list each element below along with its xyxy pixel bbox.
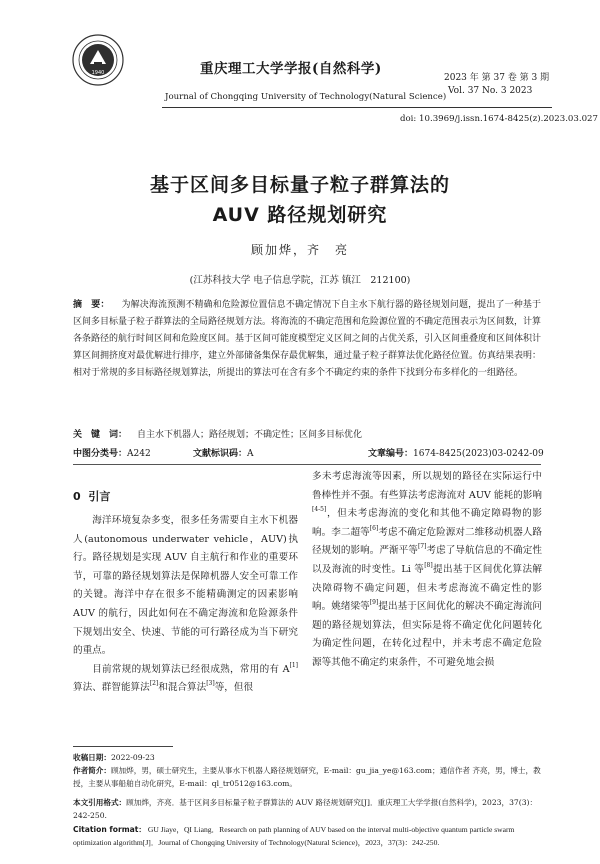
footnote-divider xyxy=(73,746,173,747)
journal-title-en: Journal of Chongqing University of Technology(Natural Science) xyxy=(165,92,447,102)
text-run: 多未考虑海流等因素，所以规划的路径在实际运行中鲁棒性并不强。有些算法考虑海流对 AUV 能耗的影响 xyxy=(312,471,542,501)
document-code xyxy=(193,446,254,459)
paragraph xyxy=(73,661,298,698)
journal-title-cn: 重庆理工大学学报(自然科学) xyxy=(200,61,382,77)
citation-en-label: Citation format： xyxy=(73,825,146,834)
keywords-text: 自主水下机器人；路径规划；不确定性；区间多目标优化 xyxy=(137,430,363,440)
article-title-line2: AUV 路径规划研究 xyxy=(212,204,388,226)
section-title: 引言 xyxy=(88,490,111,503)
id-label: 文章编号： xyxy=(368,449,414,459)
keywords xyxy=(73,427,541,440)
logo-year: 1940 xyxy=(91,70,105,76)
article-id xyxy=(368,446,544,459)
abstract-label: 摘 要： xyxy=(73,300,110,310)
issue-cn: 2023 年 第 37 卷 第 3 期 xyxy=(444,73,550,83)
clc-number xyxy=(73,446,151,459)
authors: 顾加烨，齐 亮 xyxy=(250,243,349,257)
received-date xyxy=(73,752,548,765)
university-logo xyxy=(72,34,124,86)
abstract-divider xyxy=(73,464,541,465)
citation-cn-text: 顾加烨，齐亮．基于区间多目标量子粒子群算法的 AUV 路径规划研究[J]．重庆理工大学学报(自然科学)，2023，37(3)：242-250. xyxy=(73,798,538,820)
text-run: 提出基于区间优化算法解决障碍物不确定问题，但未考虑海流不确定性的影响。姚绪梁等 xyxy=(312,563,542,613)
section-number: 0 xyxy=(73,490,81,503)
code-value: A xyxy=(247,449,254,459)
text-run: 目前常规的规划算法已经很成熟，常用的有 A xyxy=(92,663,290,675)
abstract xyxy=(73,297,541,382)
citation[interactable]: [8] xyxy=(424,561,433,569)
citation[interactable]: [6] xyxy=(369,524,379,532)
article-title-line1: 基于区间多目标量子粒子群算法的 xyxy=(149,174,450,196)
text-run: 提出基于区间优化的解决不确定海流问题的路径规划算法，但实际是将不确定优化问题转化为确定性问题，在转化过程中，并未考虑不确定危险源等其他不确定约束条件，不可避免地会损 xyxy=(312,601,543,668)
citation[interactable]: [4-5] xyxy=(312,506,327,514)
received-value: 2022-09-23 xyxy=(110,753,155,762)
citation[interactable]: [9] xyxy=(369,599,379,607)
citation[interactable]: [2] xyxy=(149,680,159,688)
paragraph: 海洋环境复杂多变，很多任务需要自主水下机器人(autonomous underwater vehicle，AUV)执行。路径规划是实现 AUV 自主航行和作业的重要环节，可靠的路径规划算法是保障机器人安全可靠工作的关键。海洋中存在很多不能精确测定的因素影响 AUV 的航行，因此如何在不确定海流和危险源条件下规划出安全、快速、节能的可行路径成为当下研究的重点。 xyxy=(73,515,298,657)
body-right-column xyxy=(312,468,542,673)
text-run: 等，但很 xyxy=(214,682,254,694)
doi[interactable]: doi: 10.3969/j.issn.1674-8425(z).2023.03.027 xyxy=(400,114,598,124)
received-label: 收稿日期： xyxy=(73,753,111,762)
header-divider xyxy=(162,107,552,108)
section-heading xyxy=(73,488,110,504)
author-bio-text: 顾加烨，男，硕士研究生，主要从事水下机器人路径规划研究，E-mail：gu_jia_ye@163.com；通信作者 齐亮，男，博士，教授，主要从事船舶自动化研究，E-mail：ql_tr0512@163.com。 xyxy=(73,766,541,788)
citation[interactable]: [7] xyxy=(417,543,427,551)
clc-value: A242 xyxy=(127,449,151,459)
text-run: 和混合算法 xyxy=(158,682,207,694)
citation[interactable]: [1] xyxy=(289,661,298,669)
code-label: 文献标识码： xyxy=(193,449,248,459)
citation-en xyxy=(73,824,548,849)
text-run: 算法 xyxy=(73,682,93,694)
clc-label: 中图分类号： xyxy=(73,449,128,459)
citation[interactable]: [3] xyxy=(206,680,215,688)
text-run: ，但未考虑海流的变化和其他不确定障碍物的影响。李二超等 xyxy=(312,508,542,538)
body-left-column xyxy=(73,512,298,698)
text-run: 考虑不确定危险源对二维移动机器人路径规划的影响。严渐平等 xyxy=(312,526,543,557)
id-value: 1674-8425(2023)03-0242-09 xyxy=(413,449,544,459)
text-run: 、群智能算法 xyxy=(92,682,150,694)
paragraph xyxy=(312,468,542,673)
abstract-text: 为解决海流预测不精确和危险源位置信息不确定情况下自主水下航行器的路径规划问题，提出了一种基于区间多目标量子粒子群算法的全局路径规划方法。将海流的不确定范围和危险源位置的不确定范围表示为区间数，计算各条路径的航行时间区间和危险度区间。基于区间可能度模型定义区间之间的占优关系，引入区间重叠度和区间体积计算区间拥挤度对最优解进行排序，建立外部储备集保存最优解集，通过量子粒子群算法优化路径位置。仿真结果表明：相对于常规的多目标路径规划算法，所提出的算法可在含有多个不确定约束的条件下找到分布多样化的一组路径。 xyxy=(73,300,542,378)
issue-en: Vol. 37 No. 3 2023 xyxy=(448,86,533,96)
author-bio-label: 作者简介： xyxy=(73,766,111,775)
text-run: 考虑了导航信息的不确定性以及海流的时变性。Li 等 xyxy=(312,545,543,575)
affiliation: (江苏科技大学 电子信息学院，江苏 镇江 212100) xyxy=(189,275,411,286)
keywords-label: 关 键 词： xyxy=(73,430,128,440)
citation-en-text: GU Jiaye，QI Liang．Research on path planning of AUV based on the interval multi-objective quantum particle swarm optimization algorithm[J]．Journal of Chongqing University of Technology(Natural Science)，2023，37(3)：242-250. xyxy=(73,825,515,847)
citation-cn-label: 本文引用格式： xyxy=(73,798,127,807)
author-bio xyxy=(73,765,548,790)
citation-cn xyxy=(73,797,548,822)
